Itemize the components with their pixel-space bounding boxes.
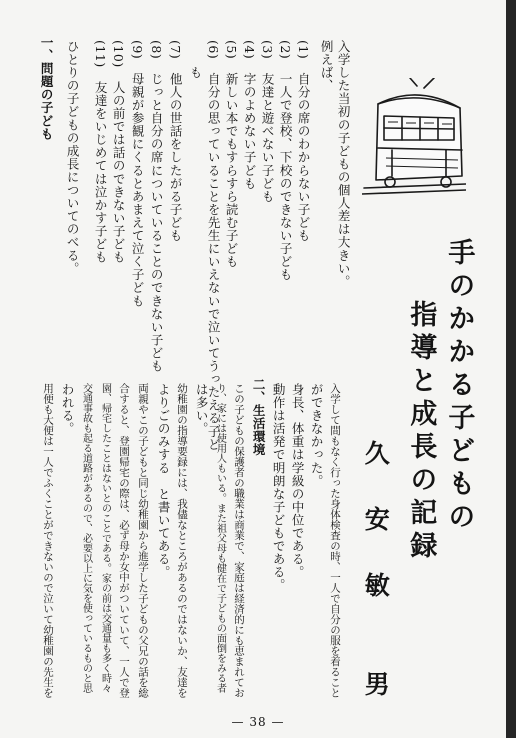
list-item: (1) 自分の席のわからない子ども <box>296 40 312 243</box>
body-line: 幼稚園の指導要録には、我儘なところがあるのではないか、友達を <box>176 383 189 698</box>
list-item: (5) 新しい本でもすらすら読む子ども <box>224 40 240 269</box>
body-line: 園、帰宅したことはないとのことである。家の前は交通量も多く時々 <box>99 383 111 693</box>
body-line: り、家には使用人もいる。また祖父母も健在で子どもの面倒をみる者 <box>214 383 226 693</box>
tram-illustration <box>362 78 466 196</box>
article-title-line-2: 指導と成長の記録 <box>405 300 437 564</box>
body-line: 交通事故も起る道路があるので、必要以上に気を使っているものと思 <box>80 383 92 693</box>
paragraph-line: ひとりの子どもの成長についてのべる。 <box>65 40 81 275</box>
body-line: 入学して間もなく行った身体検査の時、一人で自分の服を着ること <box>329 383 342 698</box>
author-name: 久 安 敏 男 <box>361 440 391 704</box>
example-label: 例えば、 <box>319 40 335 93</box>
body-line: は多い。 <box>194 383 210 436</box>
list-item: (3) 友達と遊べない子ども <box>260 40 276 203</box>
list-item: (2) 一人で登校、下校のできない子ども <box>278 40 294 282</box>
body-line: 用便も大便は一人でふくことができないので泣いて幼稚園の先生を <box>42 383 55 698</box>
body-line: われる。 <box>60 383 76 436</box>
page-number: — 38 — <box>231 715 285 729</box>
list-item: (10) 人の前では話のできない子ども <box>111 40 127 264</box>
body-line: よりごのみする と書いてある。 <box>156 383 172 579</box>
section-heading-1: 一、問題の子ども <box>39 36 55 141</box>
list-item: (9) 母親が参観にくるとあまえて泣く子ども <box>130 40 146 308</box>
page-edge <box>506 0 516 738</box>
body-line: 身長、体重は学級の中位である。 <box>290 383 306 579</box>
list-item: (4) 字のよめない子ども <box>242 40 258 190</box>
body-line: ができなかった。 <box>309 383 325 488</box>
list-item: (6) 自分の思っていることを先生にいえないで泣いてうったえる子ど <box>206 40 222 451</box>
list-item: (8) じっと自分の席についていることのできない子ども <box>149 40 165 373</box>
section-heading-2: 二、生活環境 <box>251 378 267 457</box>
body-line: 両親やこの子どもと同じ幼稚園から進学した子どもの父兄の話を総 <box>137 383 150 698</box>
list-item-continuation: も <box>188 40 204 80</box>
list-item: (11) 友達をいじめては泣かす子ども <box>93 40 109 264</box>
article-title-line-1: 手のかかる子どもの <box>443 238 475 535</box>
body-line: 合すると、登園帰宅の際は、必ず母か女中がついていて、一人で登 <box>118 383 131 698</box>
body-line: この子どもの保護者の職業は商業で、家庭は経済的にも恵まれてお <box>233 383 246 698</box>
body-line: 動作は活発で明朗な子どもである。 <box>271 383 287 592</box>
list-item: (7) 他人の世話をしたがる子ども <box>168 40 184 243</box>
intro-text: 入学した当初の子どもの個人差は大きい。 <box>336 40 352 288</box>
